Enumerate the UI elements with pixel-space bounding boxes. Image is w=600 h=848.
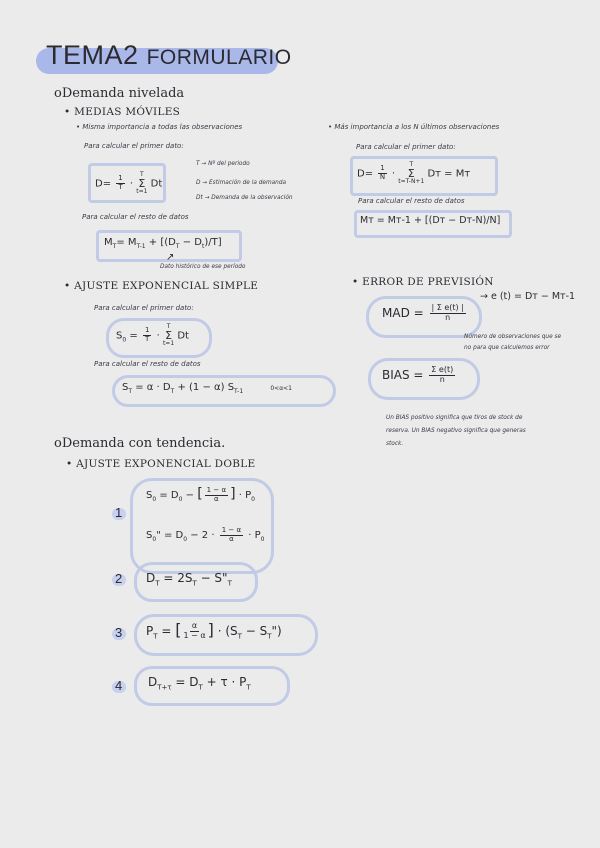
calc-first-label: Para calcular el primer dato: [84,142,184,150]
r-calc-rest-label: Para calcular el resto de datos [358,197,465,205]
bias-note-3: stock. [386,441,404,447]
arrow-up-icon: ↗ [166,252,175,263]
r-calc-first-label: Para calcular el primer dato: [356,143,456,151]
calc-rest-label: Para calcular el resto de datos [82,213,189,221]
legend-3: Dt → Demanda de la observación [196,195,293,201]
legend-2: D → Estimación de la demanda [196,180,287,186]
formula-st: $S_T = \alpha \cdot D_T + (1 - \alpha)$ $S_{T-1}$ 0<α<1 [122,382,292,395]
a-calc-first-label: Para calcular el primer dato: [94,304,194,312]
formula-d: D= $\frac{1}{T}$ · T Σ t=1 Dt [95,171,163,195]
formula-dt-tau: $D_{T+\tau} = D_T + \tau \cdot P_T$ [148,675,251,692]
hist-note: Dato histórico de ese período [160,264,246,270]
formula-s0: $S_0$ = $\frac{1}{T}$ · T Σ t=1 Dt [116,323,189,347]
right-note: • Más importancia a los N últimos observaciones [328,123,500,131]
mad-label: MAD [382,305,410,320]
bullet: o [54,86,62,101]
section-demanda-tendencia [54,436,225,451]
title-number: 2 [123,40,139,70]
formula-pt: $P_T$ = [ $\frac{\alpha}{1 - \alpha}$ ] · ($S_T$ − $S_T$") [146,620,282,641]
error-et: → e (t) = Dт − Mт-1 [480,291,576,302]
bias-note-2: reserva. Un BIAS negativo significa que generas [386,428,526,434]
step-number-3: 3 [115,625,123,640]
bias-note-1: Un BIAS positivo significa que tiros de stock de [386,415,523,421]
page-title [46,40,292,71]
heading-text: MEDIAS MÓVILES [74,106,181,118]
formula-dt: $D_T = 2S_T$ − $S"_T$ [146,571,232,588]
right-note-text: Más importancia a los N últimos observaciones [334,123,500,131]
heading-text: AJUSTE EXPONENCIAL DOBLE [76,458,256,470]
section-demanda-nivelada [54,86,184,101]
mad-note-1: Número de observaciones que se [464,334,562,340]
step-number-1: 1 [115,505,123,520]
formula-s0-doble: $S_0 = D_0$ − [ $\frac{1 - \alpha}{\alpha}$ ] · $P_0$ [146,485,255,503]
formula-bias: BIAS = $\frac{\text{Σ e(t)}}{n}$ [382,365,454,384]
mad-note-2: no para que calculemos error [464,345,550,351]
heading-text: ERROR DE PREVISIÓN [362,276,494,288]
heading-medias-moviles: • MEDIAS MÓVILES [64,106,181,118]
heading-error: • ERROR DE PREVISIÓN [352,276,494,288]
left-note-text: Misma importancia a todas las observaciones [82,123,243,131]
a-calc-rest-label: Para calcular el resto de datos [94,360,201,368]
formula-mt-n: D= $\frac{1}{N}$ · T Σ t=T-N+1 Dт = Mт [357,161,471,185]
section-title: Demanda nivelada [61,86,185,101]
heading-text: AJUSTE EXPONENCIAL SIMPLE [74,280,259,292]
bias-label: BIAS [382,367,410,382]
title-rest: FORMULARIO [146,46,292,69]
section-title: Demanda con tendencia. [61,436,226,451]
heading-ajuste-simple: • AJUSTE EXPONENCIAL SIMPLE [64,280,259,292]
bullet: o [54,436,62,451]
legend-1: T → Nº del periodo [196,161,250,167]
step-number-4: 4 [115,678,123,693]
formula-mad: MAD = $\frac{\text{| Σ e(t) |}}{n}$ [382,303,464,322]
title-main: TEMA [46,40,124,70]
step-number-2: 2 [115,571,123,586]
left-note: • Misma importancia a todas las observaciones [76,123,243,131]
et-formula: e (t) = Dт − Mт-1 [490,291,576,302]
formula-mt-rest: Mт = Mт-1 + [(Dт − Dт-N)/N] [360,215,501,226]
formula-mt: $M_T= M_{T-1} + [(D_T - D_t)/T]$ [104,237,222,250]
formula-s0-double-prime: $S_0$" = $D_0 - 2$ · $\frac{1 - \alpha}{\alpha}$ · $P_0$ [146,526,265,544]
heading-ajuste-doble: • AJUSTE EXPONENCIAL DOBLE [66,458,256,470]
